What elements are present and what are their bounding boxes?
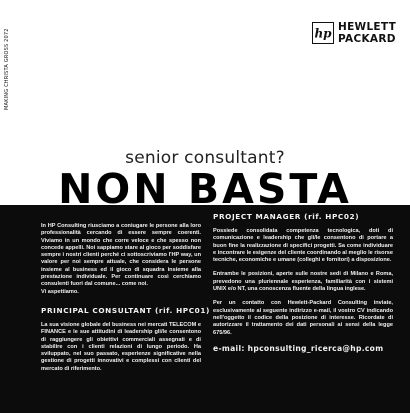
principal-body: La sua visione globale del business nei mercati TELECOM e FINANCE e le sue attitudini di leadership gli/le consentono di raggiungere gli obiettivi commerciali assegnati e di stabilire con i clienti relazioni di lungo periodo. Ha sviluppato, nel suo passato, esperienze significative nella gestione di progetti innovativi e complessi con clienti del mercato di riferimento.	[41, 321, 201, 372]
intro-closing: Vi aspettiamo.	[41, 288, 79, 295]
locations-text: Entrambe le posizioni, aperte sulle nostre sedi di Milano e Roma, prevedono una pluriennale esperienza, familiarità con i sistemi UNIX e/o NT, una conoscenza fluente della lingua inglese.	[213, 271, 393, 293]
contact-text: Per un contatto con Hewlett-Packard Consulting inviate, esclusivamente al seguente indirizzo e-mail, il vostro CV indicando nell'oggetto il codice della posizione di interesse. Ricordate di autorizzare il trattamento dei dati personali ai sensi della legge 675/96.	[213, 300, 393, 336]
headline: NON BASTA	[58, 165, 352, 213]
project-manager-body: Possiede consolidata competenza tecnologica, doti di comunicazione e leadership che gli/le consentono di portare a buon fine la realizzazione di specifici progetti. Sa come individuare e incontrare le esigenze del cliente coordinando al meglio le risorse tecniche, economiche e umane (colleghi e fornitori) a disposizione.	[213, 228, 393, 264]
project-manager-title: PROJECT MANAGER (rif. HPC02)	[213, 212, 360, 221]
subhead: senior consultant?	[125, 148, 285, 168]
email-link[interactable]: e-mail: hpconsulting_ricerca@hp.com	[213, 343, 384, 353]
right-column	[213, 212, 393, 353]
side-code: MAKING CHRISTA GROSS 2072	[4, 28, 10, 110]
intro-text: In HP Consulting riusciamo a coniugare le persone alla loro professionalità cercando di essere sempre coerenti. Viviamo in un mondo che corre veloce e che spesso non concede appelli. Noi sappiamo stare al gioco per soddisfare sempre i nostri clienti perché ci sottoscriviamo l'HP way, un valore per noi sempre attuale, che considera le persone insieme al business ed il gioco di squadra insieme alla prestazione individuale. Per continuare così cerchiamo consulenti fuori dal comune... come noi.	[41, 223, 201, 288]
hp-logo-icon	[312, 22, 334, 44]
brand-name-line1: HEWLETT	[338, 21, 397, 33]
principal-title: PRINCIPAL CONSULTANT (rif. HPC01)	[41, 305, 210, 315]
brand-name	[338, 21, 396, 45]
brand-name-line2: PACKARD	[338, 33, 396, 45]
svg-text:hp: hp	[314, 26, 332, 41]
left-column	[41, 223, 210, 373]
